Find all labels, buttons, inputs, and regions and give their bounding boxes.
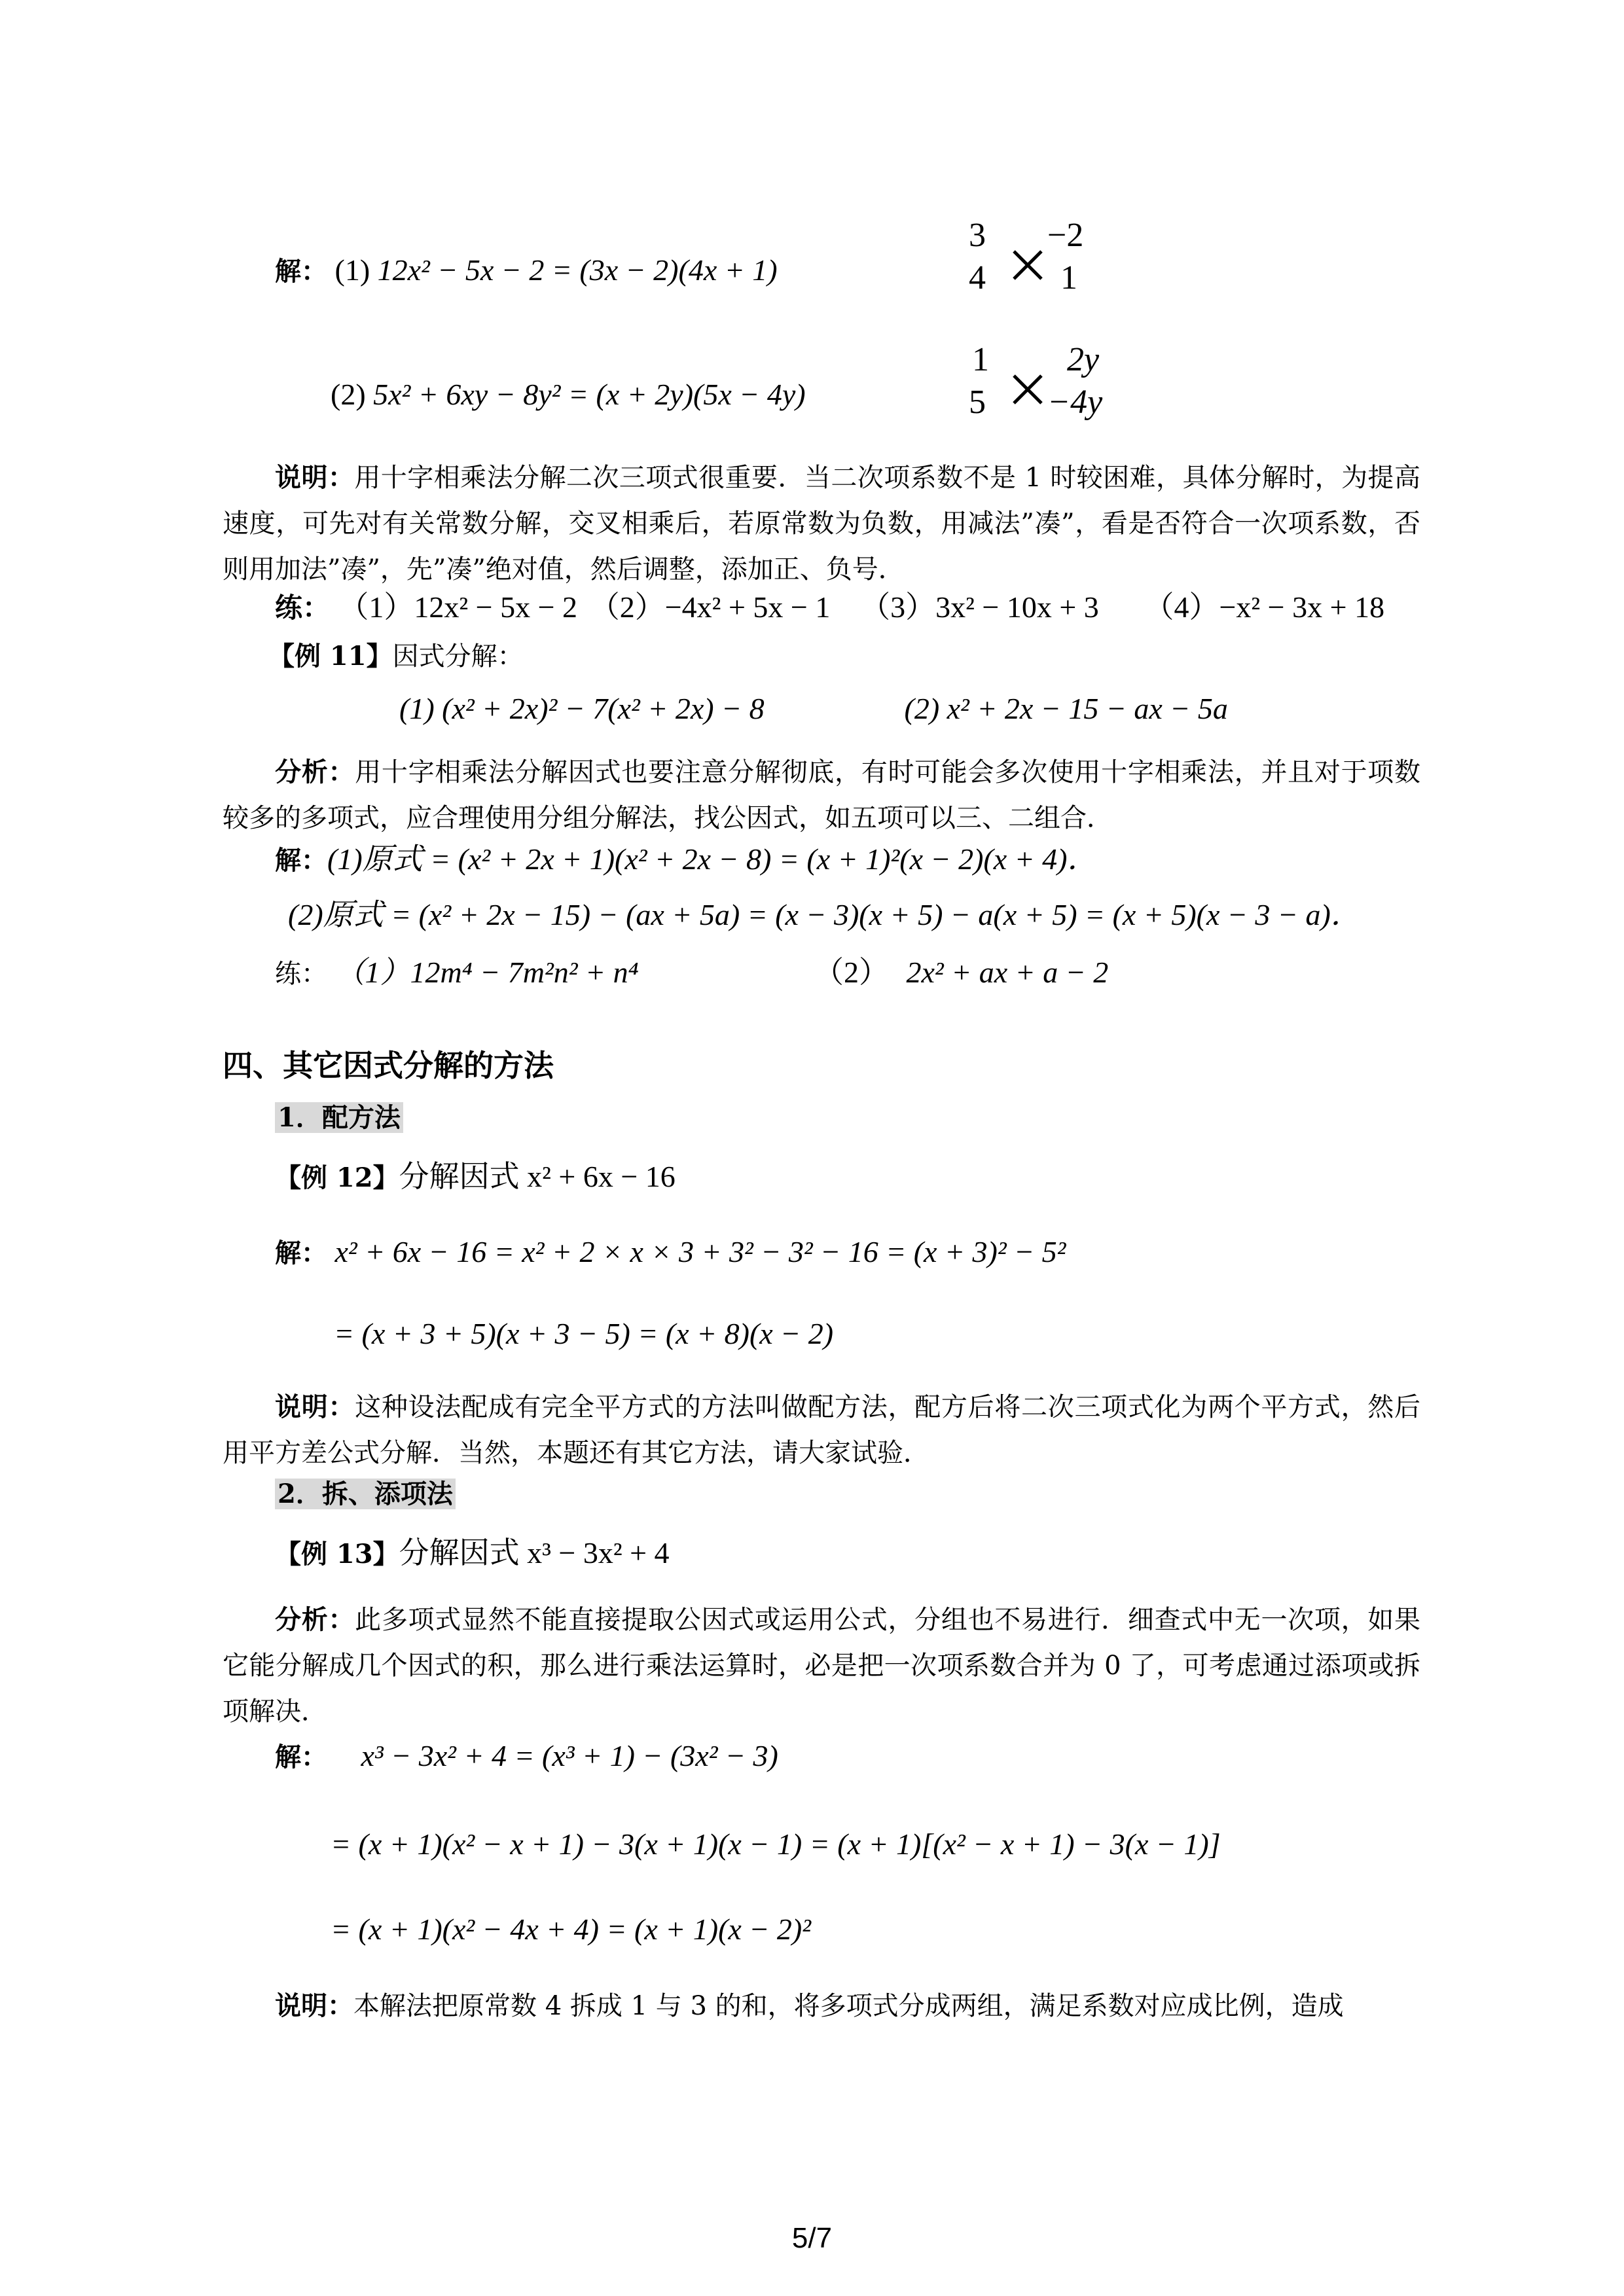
cross-top-right: 2y — [1067, 341, 1100, 378]
cross-bottom-right: 1 — [1060, 259, 1077, 296]
note-text: 这种设法配成有完全平方式的方法叫做配方法，配方后将二次三项式化为两个平方式，然后用平方差公式分解．当然，本题还有其它方法，请大家试验． — [223, 1392, 1421, 1468]
section-heading: 四、其它因式分解的方法 — [223, 1048, 554, 1083]
equation-lhs: 5x² + 6xy − 8y² — [373, 378, 561, 411]
analysis-label: 分析： — [275, 1604, 355, 1635]
analysis-text: 此多项式显然不能直接提取公因式或运用公式，分组也不易进行．细查式中无一次项，如果它能分解成几个因式的积，那么进行乘法运算时，必是把一次项系数合并为 0 了，可考虑通过添项或拆项解决． — [223, 1605, 1421, 1727]
practice-label: 练： — [275, 592, 331, 624]
part-number: (1) — [334, 253, 370, 287]
subsection-heading-2 — [275, 1476, 456, 1513]
solution-label: 解： — [275, 1742, 327, 1772]
cross-top-right: −2 — [1047, 217, 1084, 254]
solution-label: 解： — [275, 257, 327, 286]
cross-mark-icon — [1011, 249, 1044, 281]
solution-line: = (x + 1)(x² − 4x + 4) = (x + 1)(x − 2)² — [331, 1912, 812, 1946]
note-label: 说明： — [275, 1990, 353, 2021]
cross-bottom-left: 4 — [969, 259, 986, 296]
practice-item: 2x² + ax + a − 2 — [906, 956, 1109, 989]
practice-item: （4）−x² − 3x + 18 — [1144, 590, 1385, 624]
equation-lhs: 12x² − 5x − 2 — [377, 253, 545, 287]
solution-label: 解： — [275, 1238, 327, 1268]
note-paragraph-1 — [223, 455, 1420, 592]
cross-top-left: 1 — [972, 341, 989, 378]
cross-top-left: 3 — [969, 217, 986, 254]
practice-item-number: （2） — [814, 956, 889, 989]
solution-line: x² + 6x − 16 = x² + 2 × x × 3 + 3² − 3² − 16 = (x + 3)² − 5² — [334, 1235, 1066, 1268]
example-12-solution-2 — [334, 1316, 833, 1352]
example-tag: 【例 12】 — [275, 1162, 399, 1193]
problem-2: (2) x² + 2x − 15 − ax − 5a — [904, 692, 1228, 725]
example-13-solution-1 — [275, 1738, 778, 1776]
subsection-label: 2．拆、添项法 — [275, 1479, 456, 1509]
part-number: (2) — [331, 378, 366, 411]
equation-rhs: = (x + 2y)(5x − 4y) — [568, 378, 806, 411]
example-11-solution-1 — [275, 841, 1097, 879]
example-12-note — [223, 1384, 1420, 1476]
cross-multiplication-diagram-1 — [962, 216, 1119, 308]
example-11-problems — [399, 691, 1228, 727]
practice-item: （1）12x² − 5x − 2 — [338, 590, 578, 624]
example-12-header — [275, 1158, 676, 1196]
analysis-text: 用十字相乘法分解因式也要注意分解彻底，有时可能会多次使用十字相乘法，并且对于项数较多的多项式，应合理使用分组分解法，找公因式，如五项可以三、二组合． — [223, 757, 1421, 833]
example-tag: 【例 11】 — [268, 641, 393, 672]
solution-line: (2)原式 = (x² + 2x − 15) − (ax + 5a) = (x − 3)(x + 5) − a(x + 5) = (x + 5)(x − 3 − a)． — [288, 898, 1361, 931]
note-label: 说明： — [275, 1391, 355, 1422]
example-13-analysis — [223, 1597, 1420, 1734]
practice-1 — [275, 589, 1384, 626]
example-title: 因式分解： — [392, 641, 524, 672]
practice-label: 练： — [275, 959, 327, 988]
example-11-header — [268, 638, 524, 675]
solution-10-part1 — [275, 252, 778, 290]
solution-line: (1)原式 = (x² + 2x + 1)(x² + 2x − 8) = (x + 1)²(x − 2)(x + 4)． — [327, 842, 1098, 876]
example-12-solution-1 — [275, 1234, 1066, 1272]
example-11-solution-2 — [288, 897, 1361, 933]
example-11-practice — [275, 954, 1108, 992]
example-13-solution-2 — [331, 1826, 1221, 1863]
solution-line: = (x + 1)(x² − x + 1) − 3(x + 1)(x − 1) = (x + 1)[(x² − x + 1) − 3(x − 1)] — [331, 1827, 1221, 1861]
practice-item: （1）12m⁴ − 7m²n² + n⁴ — [334, 956, 639, 989]
practice-item: （3）3x² − 10x + 3 — [860, 590, 1099, 624]
example-11-analysis — [223, 749, 1420, 841]
note-text: 本解法把原常数 4 拆成 1 与 3 的和，将多项式分成两组，满足系数对应成比例，造成 — [353, 1991, 1344, 2021]
note-label: 说明： — [275, 462, 355, 493]
practice-item: （2）−4x² + 5x − 1 — [589, 590, 831, 624]
analysis-label: 分析： — [275, 757, 355, 787]
cross-bottom-left: 5 — [969, 384, 986, 421]
equation-rhs: = (3x − 2)(4x + 1) — [551, 253, 778, 287]
subsection-label: 1．配方法 — [275, 1102, 403, 1133]
example-13-note — [223, 1983, 1420, 2029]
example-13-header — [275, 1535, 670, 1573]
cross-mark-icon — [1011, 373, 1044, 406]
example-title: 分解因式 x² + 6x − 16 — [399, 1160, 676, 1193]
subsection-heading-1 — [275, 1100, 403, 1136]
example-tag: 【例 13】 — [275, 1539, 399, 1570]
note-text: 用十字相乘法分解二次三项式很重要．当二次项系数不是 1 时较困难，具体分解时，为提高速度，可先对有关常数分解，交叉相乘后，若原常数为负数，用减法”凑”，看是否符合一次项系数，否则用加法”凑”，先”凑”绝对值，然后调整，添加正、负号． — [223, 463, 1420, 584]
cross-bottom-right: −4y — [1047, 384, 1103, 421]
page-number: 5/7 — [791, 2222, 833, 2254]
solution-line: = (x + 3 + 5)(x + 3 − 5) = (x + 8)(x − 2) — [334, 1317, 834, 1350]
example-13-solution-3 — [331, 1911, 811, 1948]
problem-1: (1) (x² + 2x)² − 7(x² + 2x) − 8 — [399, 692, 765, 725]
solution-10-part2 — [331, 376, 806, 413]
cross-multiplication-diagram-2 — [962, 340, 1132, 432]
solution-label: 解： — [275, 846, 327, 875]
example-title: 分解因式 x³ − 3x² + 4 — [399, 1536, 670, 1570]
solution-line: x³ − 3x² + 4 = (x³ + 1) − (3x² − 3) — [361, 1739, 778, 1772]
